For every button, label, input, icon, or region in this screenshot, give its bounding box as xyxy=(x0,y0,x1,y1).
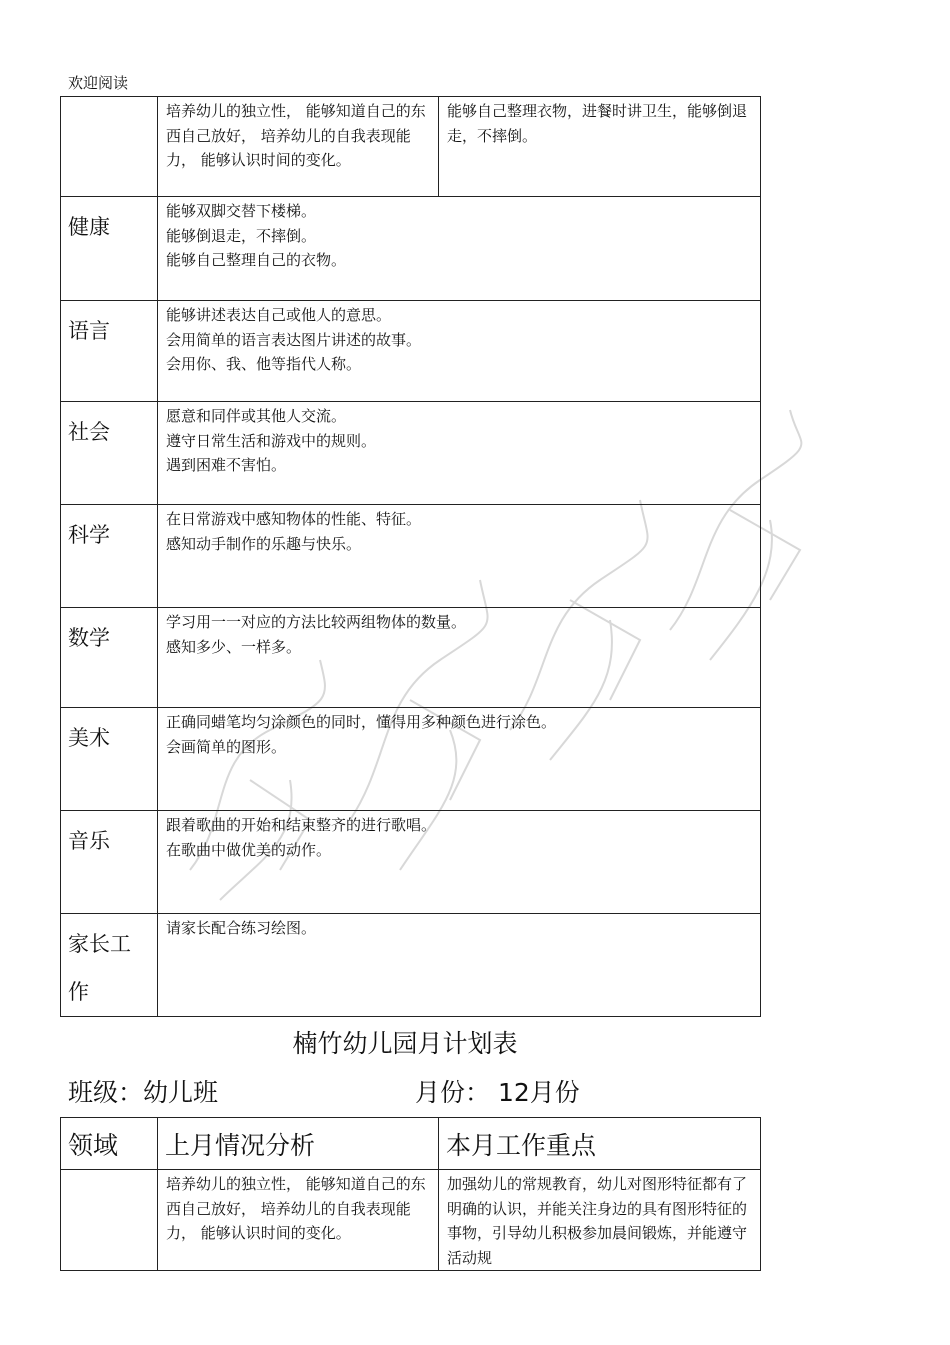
domain-goals: 在日常游戏中感知物体的性能、特征。 感知动手制作的乐趣与快乐。 xyxy=(166,510,422,553)
label-cell-empty xyxy=(61,97,158,197)
domain-goals: 能够讲述表达自己或他人的意思。 会用简单的语言表达图片讲述的故事。 会用你、我、他等指代人称。 xyxy=(166,306,422,373)
table-row xyxy=(61,708,761,811)
page-header: 欢迎阅读 xyxy=(68,74,129,92)
table-row xyxy=(61,97,761,197)
class-info: 班级：幼儿班 xyxy=(68,1078,219,1107)
domain-label: 社会 xyxy=(68,420,110,444)
table-row xyxy=(61,811,761,914)
domain-label: 健康 xyxy=(68,215,110,239)
domain-label: 数学 xyxy=(68,626,110,650)
table-header-row xyxy=(61,1118,761,1170)
month-info: 月份： 12月份 xyxy=(415,1078,580,1107)
domain-goals: 学习用一一对应的方法比较两组物体的数量。 感知多少、一样多。 xyxy=(166,613,467,656)
table-row xyxy=(61,402,761,505)
label-cell-empty xyxy=(61,1170,158,1271)
table-row xyxy=(61,301,761,402)
domain-goals: 能够双脚交替下楼梯。 能够倒退走，不摔倒。 能够自己整理自己的衣物。 xyxy=(166,202,347,269)
table-row xyxy=(61,1170,761,1271)
form-title: 楠竹幼儿园月计划表 xyxy=(292,1029,518,1058)
bottom-plan-table xyxy=(60,1117,761,1271)
domain-goals: 请家长配合练习绘图。 xyxy=(166,919,317,937)
table-row xyxy=(61,914,761,1017)
month-focus-cell: 加强幼儿的常规教育，幼儿对图形特征都有了明确的认识，并能关注身边的具有图形特征的事物，引导幼儿积极参加晨间锻炼，并能遵守活动规 xyxy=(447,1175,748,1267)
header-this-month: 本月工作重点 xyxy=(446,1131,597,1160)
last-month-analysis-cell: 培养幼儿的独立性， 能够知道自己的东西自己放好， 培养幼儿的自我表现能力， 能够认识时间的变化。 xyxy=(166,1175,426,1242)
month-focus-cell: 能够自己整理衣物，进餐时讲卫生，能够倒退走，不摔倒。 xyxy=(439,97,761,197)
domain-label: 家长工 作 xyxy=(68,932,131,1004)
table-row xyxy=(61,505,761,608)
domain-label: 语言 xyxy=(68,319,110,343)
domain-goals: 跟着歌曲的开始和结束整齐的进行歌唱。 在歌曲中做优美的动作。 xyxy=(166,816,437,859)
table-row xyxy=(61,197,761,301)
last-month-analysis-cell: 培养幼儿的独立性， 能够知道自己的东西自己放好， 培养幼儿的自我表现能力， 能够认识时间的变化。 xyxy=(158,97,439,197)
top-plan-table xyxy=(60,96,761,1017)
table-row xyxy=(61,608,761,708)
domain-label: 美术 xyxy=(68,726,110,750)
domain-label: 科学 xyxy=(68,523,110,547)
domain-goals: 正确同蜡笔均匀涂颜色的同时，懂得用多种颜色进行涂色。 会画简单的图形。 xyxy=(166,713,557,756)
domain-goals: 愿意和同伴或其他人交流。 遵守日常生活和游戏中的规则。 遇到困难不害怕。 xyxy=(166,407,377,474)
header-last-month: 上月情况分析 xyxy=(165,1131,316,1160)
domain-label: 音乐 xyxy=(68,829,110,853)
header-domain: 领域 xyxy=(68,1131,119,1160)
